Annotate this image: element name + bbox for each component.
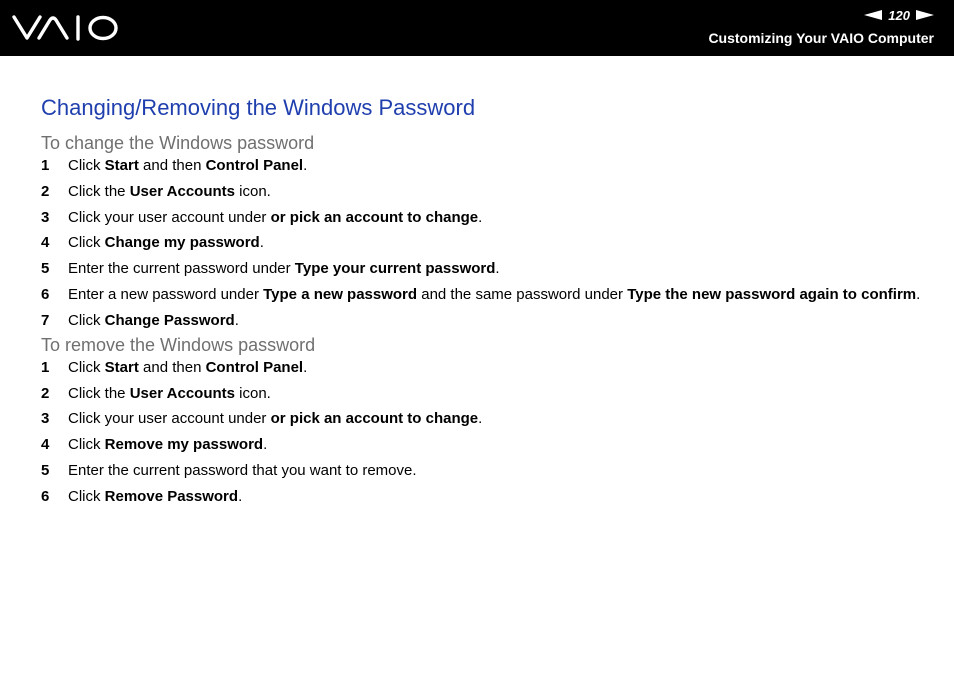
step-text <box>68 260 921 278</box>
page-title: Changing/Removing the Windows Password <box>41 95 476 120</box>
step-text <box>68 436 921 454</box>
step-text-part: Enter the current password that you want to remove. <box>68 461 417 479</box>
step-item <box>41 488 921 506</box>
step-text-part: Enter a new password under <box>68 285 264 303</box>
vaio-logo-icon <box>12 14 120 42</box>
step-text <box>68 385 921 403</box>
step-text <box>68 157 921 175</box>
step-ui-term: Start <box>104 157 139 174</box>
step-text <box>68 312 921 330</box>
step-item <box>41 286 921 304</box>
step-text-part: Click the <box>68 182 130 200</box>
step-number: 6 <box>41 285 50 303</box>
step-ui-term: Start <box>104 358 139 376</box>
section-name: Customizing Your VAIO Computer <box>708 30 934 46</box>
change-password-steps <box>41 157 921 330</box>
step-ui-term: User Accounts <box>129 182 235 200</box>
step-item <box>41 312 921 330</box>
step-text-part: Click your user account under <box>68 208 271 226</box>
step-ui-term: or pick an account to change <box>270 410 479 428</box>
step-ui-term: User Accounts <box>129 384 235 402</box>
step-text-part: icon. <box>235 182 271 200</box>
step-text <box>68 234 921 252</box>
page-navigation <box>864 6 934 24</box>
step-ui-term: Remove my password <box>104 436 264 454</box>
step-item <box>41 410 921 428</box>
step-number: 1 <box>41 358 50 376</box>
step-text-part: Click <box>68 436 105 454</box>
step-text-part: Click the <box>68 384 130 402</box>
step-item <box>41 462 921 480</box>
step-text <box>68 410 921 428</box>
step-item <box>41 209 921 227</box>
step-text-part: . <box>916 285 921 303</box>
page-content <box>41 94 921 506</box>
step-number: 5 <box>41 461 50 479</box>
step-text-part: . <box>234 311 239 329</box>
step-ui-term: Change my password <box>104 234 260 252</box>
page-number: 120 <box>888 7 910 23</box>
remove-password-steps <box>41 359 921 506</box>
step-number: 2 <box>41 182 50 200</box>
step-ui-term: Control Panel <box>205 157 304 174</box>
step-text-part: . <box>495 260 500 278</box>
step-text <box>68 183 921 201</box>
step-text-part: Click <box>68 358 105 376</box>
step-ui-term: Type your current password <box>294 260 496 278</box>
step-number: 1 <box>41 157 50 174</box>
step-text-part: . <box>478 208 483 226</box>
step-number: 4 <box>41 234 50 252</box>
next-page-arrow-icon[interactable] <box>916 10 934 20</box>
step-text-part: Click <box>68 311 105 329</box>
step-number: 4 <box>41 436 50 454</box>
step-text-part: Click <box>68 487 105 505</box>
step-text-part: and then <box>138 157 206 174</box>
step-ui-term: Type a new password <box>263 285 418 303</box>
step-text-part: icon. <box>235 384 271 402</box>
step-text <box>68 209 921 227</box>
step-text-part: . <box>259 234 264 252</box>
step-text-part: . <box>303 358 308 376</box>
step-number: 7 <box>41 311 50 329</box>
step-text-part: . <box>263 436 268 454</box>
step-item <box>41 260 921 278</box>
step-item <box>41 234 921 252</box>
step-text-part: and then <box>138 358 206 376</box>
step-text <box>68 286 921 304</box>
step-text-part: Click <box>68 234 105 252</box>
step-item <box>41 436 921 454</box>
step-text <box>68 462 921 480</box>
section-heading-change: To change the Windows password <box>41 133 315 153</box>
previous-page-arrow-icon[interactable] <box>864 10 882 20</box>
step-text-part: Click <box>68 157 105 174</box>
step-text-part: . <box>478 410 483 428</box>
step-item <box>41 157 921 175</box>
step-ui-term: Change Password <box>104 311 235 329</box>
step-number: 2 <box>41 384 50 402</box>
step-number: 5 <box>41 260 50 278</box>
step-number: 6 <box>41 487 50 505</box>
step-text <box>68 359 921 377</box>
step-text-part: . <box>238 487 243 505</box>
step-text-part: and the same password under <box>417 285 628 303</box>
step-ui-term: Remove Password <box>104 487 239 505</box>
step-number: 3 <box>41 410 50 428</box>
step-item <box>41 385 921 403</box>
vaio-logo <box>12 14 120 42</box>
step-ui-term: Type the new password again to confirm <box>627 285 917 303</box>
step-text <box>68 488 921 506</box>
section-heading-remove: To remove the Windows password <box>41 334 316 355</box>
step-text-part: . <box>303 157 308 174</box>
step-text-part: Click your user account under <box>68 410 271 428</box>
step-ui-term: or pick an account to change <box>270 208 479 226</box>
page-header <box>0 0 954 56</box>
step-item <box>41 359 921 377</box>
step-ui-term: Control Panel <box>205 358 304 376</box>
step-number: 3 <box>41 208 50 226</box>
step-item <box>41 183 921 201</box>
step-text-part: Enter the current password under <box>68 260 295 278</box>
